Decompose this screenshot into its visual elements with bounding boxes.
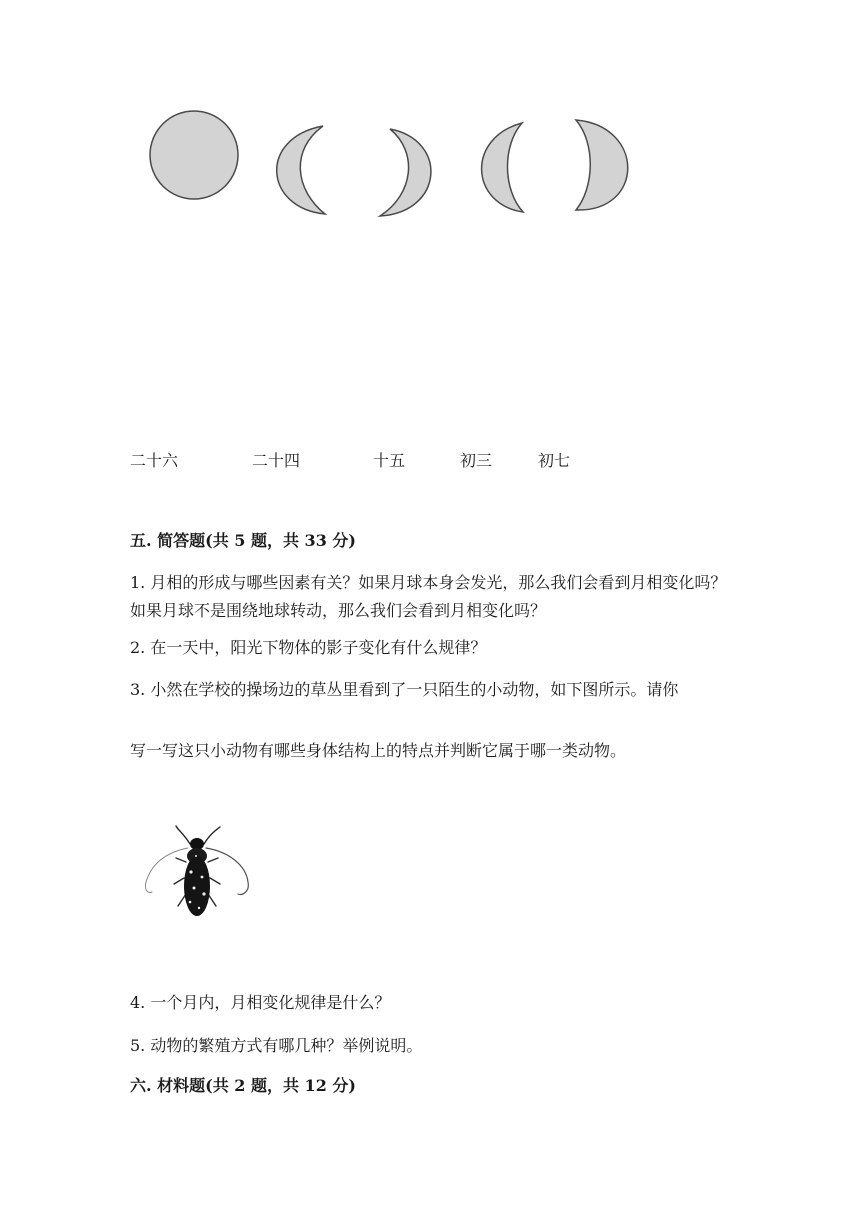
waxing-crescent-moon-image xyxy=(380,129,431,216)
phase-label-1: 二十六 xyxy=(130,451,179,470)
question-3-line-1: 3. 小然在学校的操场边的草丛里看到了一只陌生的小动物，如下图所示。请你 xyxy=(130,680,679,699)
waxing-half-moon-image xyxy=(576,120,628,210)
waning-half-moon-image xyxy=(482,123,523,212)
longhorn-beetle-image xyxy=(138,822,256,922)
question-3-line-2: 写一写这只小动物有哪些身体结构上的特点并判断它属于哪一类动物。 xyxy=(130,741,627,760)
phase-label-3: 十五 xyxy=(373,451,406,470)
phase-label-4: 初三 xyxy=(460,451,493,470)
question-2: 2. 在一天中，阳光下物体的影子变化有什么规律？ xyxy=(130,638,487,657)
question-1: 1. 月相的形成与哪些因素有关？如果月球本身会发光，那么我们会看到月相变化吗？如果月球不是围绕地球转动，那么我们会看到月相变化吗？ xyxy=(130,573,727,620)
section5-heading: 五. 简答题(共 5 题，共 33 分) xyxy=(130,531,356,550)
phase-label-5: 初七 xyxy=(538,451,571,470)
phase-label-2: 二十四 xyxy=(252,451,301,470)
full-moon-image xyxy=(150,111,238,199)
question-4: 4. 一个月内，月相变化规律是什么？ xyxy=(130,993,391,1012)
waning-crescent-moon-image xyxy=(277,126,325,214)
moon-phases-figure xyxy=(140,110,640,225)
section6-heading: 六. 材料题(共 2 题，共 12 分) xyxy=(130,1076,356,1095)
question-5: 5. 动物的繁殖方式有哪几种？举例说明。 xyxy=(130,1036,423,1055)
